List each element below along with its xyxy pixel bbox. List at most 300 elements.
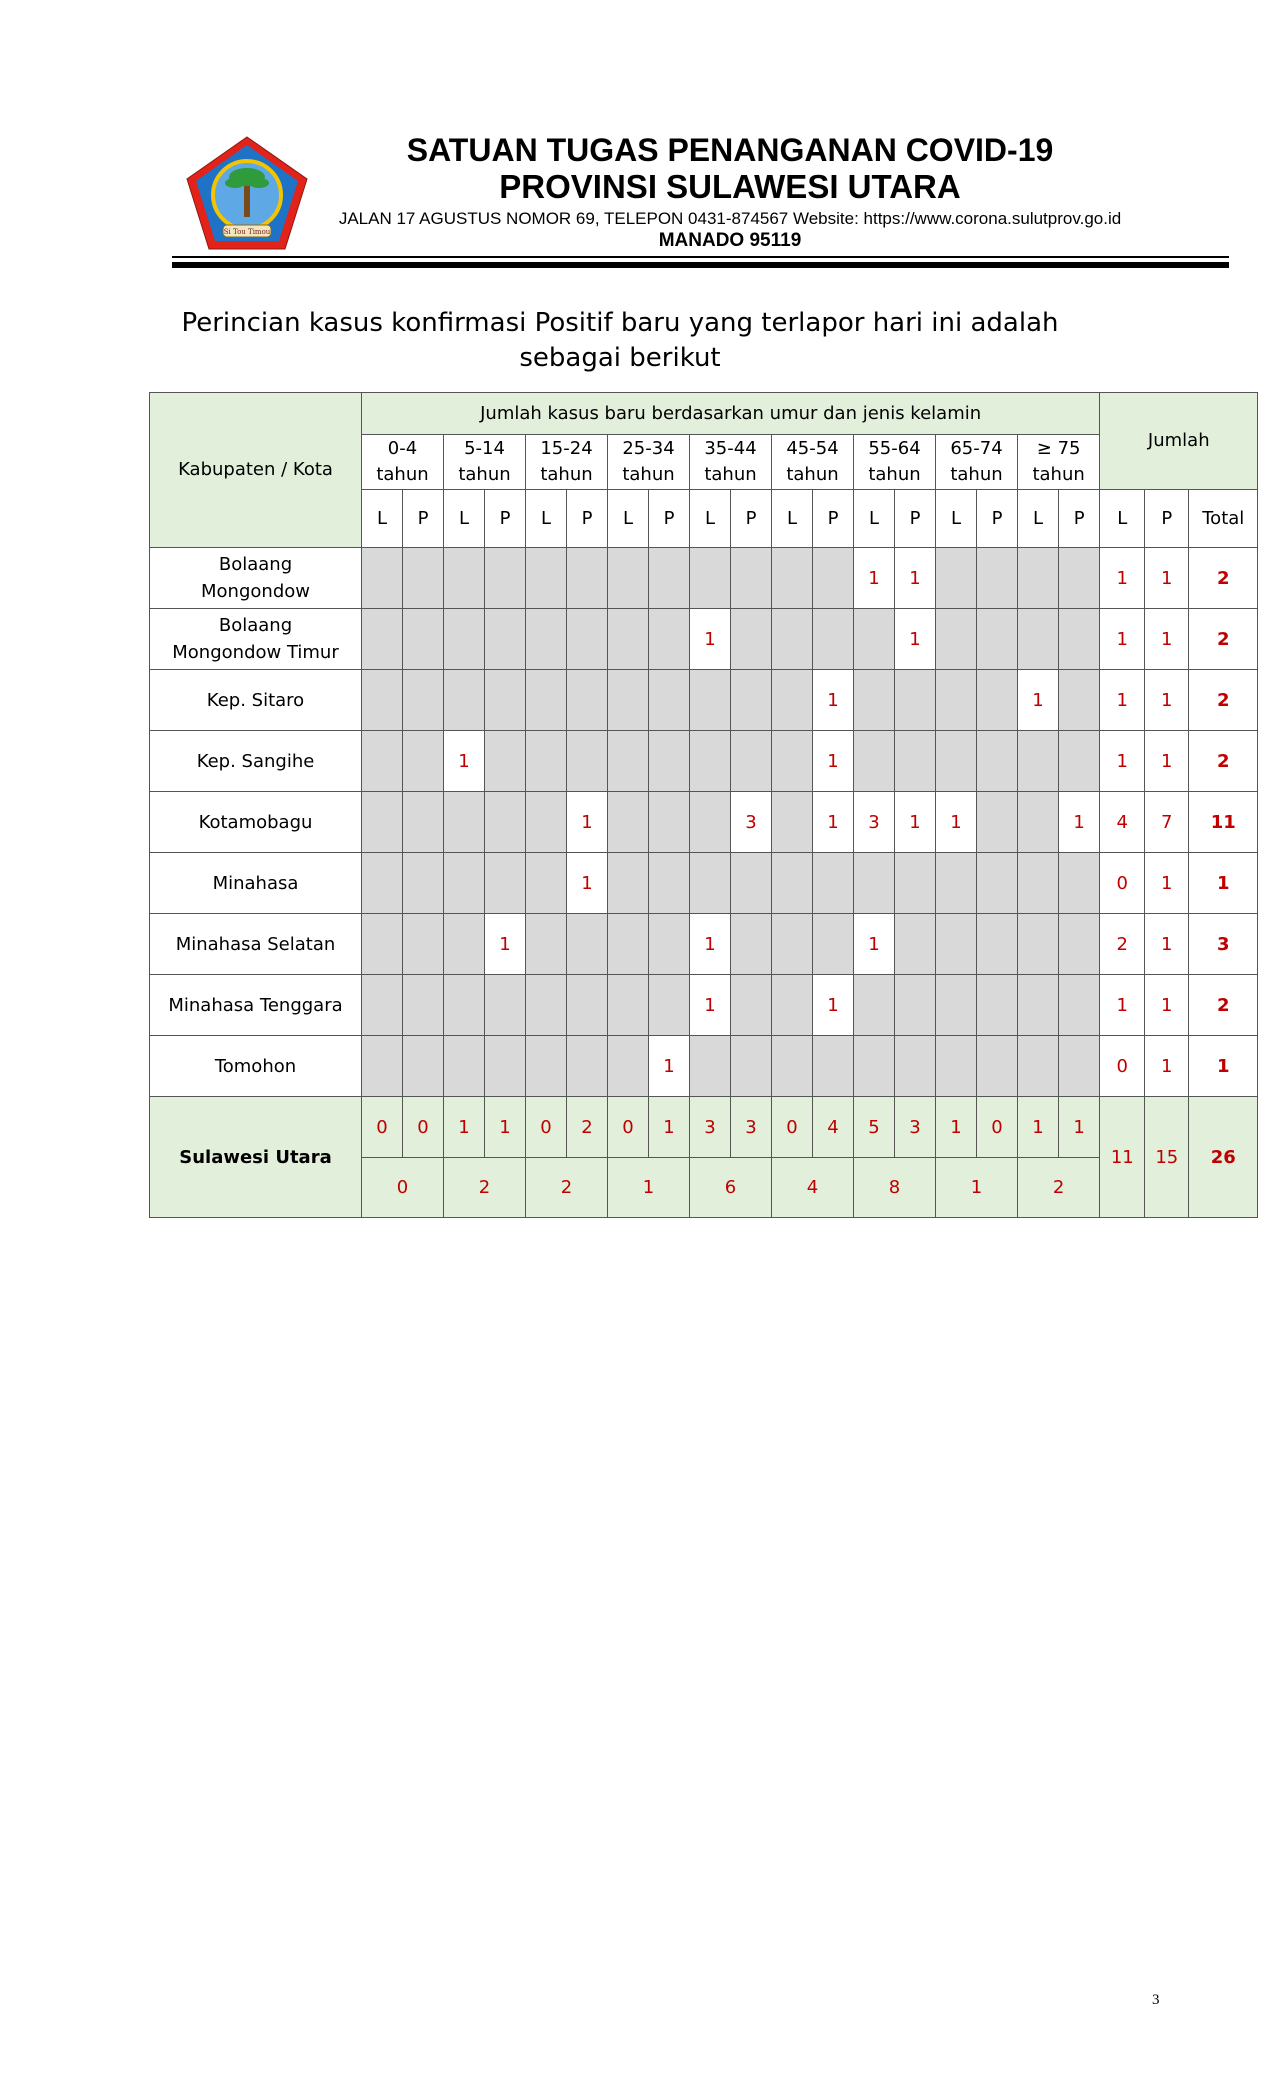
case-count-cell [731,609,772,670]
case-count-cell [1018,1036,1059,1097]
summary-sex-count: 0 [608,1097,649,1158]
agency-title: SATUAN TUGAS PENANGANAN COVID-19 [406,132,1054,168]
region-name-line: Minahasa [212,872,299,894]
case-count-cell: 1 [485,914,526,975]
case-count-cell [813,914,854,975]
summary-age-count: 1 [936,1158,1018,1218]
region-name-cell [150,975,362,1036]
summary-age-count: 8 [854,1158,936,1218]
case-count-cell [444,548,485,609]
case-count-cell [1059,670,1100,731]
case-count-cell [690,853,731,914]
row-male-total: 1 [1100,670,1145,731]
row-female-total: 7 [1145,792,1189,853]
summary-sex-count: 1 [1059,1097,1100,1158]
sex-male-header: L [690,490,731,548]
age-range-label: 0-4 [387,438,418,459]
summary-age-count: 2 [444,1158,526,1218]
age-range-label: 25-34 [622,438,675,459]
case-count-cell [895,731,936,792]
case-count-cell [854,731,895,792]
case-count-cell [608,548,649,609]
case-count-cell [567,670,608,731]
case-count-cell [772,853,813,914]
row-grand-total: 2 [1189,731,1258,792]
case-count-cell [567,609,608,670]
row-grand-total: 2 [1189,548,1258,609]
total-group-header: Jumlah [1100,393,1258,490]
case-count-cell: 1 [895,548,936,609]
age-group-header [526,435,608,490]
case-count-cell [1018,975,1059,1036]
case-count-cell [362,975,403,1036]
sex-male-header: L [526,490,567,548]
region-name-cell [150,1036,362,1097]
region-name-cell [150,670,362,731]
case-count-cell [403,914,444,975]
row-female-total: 1 [1145,914,1189,975]
case-count-cell: 1 [854,548,895,609]
case-count-cell [731,548,772,609]
row-female-total: 1 [1145,975,1189,1036]
summary-age-count: 2 [526,1158,608,1218]
case-count-cell: 1 [690,914,731,975]
agency-address: JALAN 17 AGUSTUS NOMOR 69, TELEPON 0431-874567 Website: https://www.corona.sulutprov.go.id [338,209,1122,228]
case-count-cell [567,1036,608,1097]
case-count-cell [977,670,1018,731]
case-count-cell [895,914,936,975]
age-group-header [772,435,854,490]
region-name-line: Kep. Sangihe [196,750,315,772]
case-count-cell [977,1036,1018,1097]
summary-sex-count: 0 [362,1097,403,1158]
region-name-line: Bolaang [218,615,293,636]
case-count-cell [936,609,977,670]
case-count-cell [444,853,485,914]
provincial-emblem-logo [183,133,311,253]
case-count-cell: 1 [444,731,485,792]
case-count-cell [485,792,526,853]
case-count-cell [772,548,813,609]
case-count-cell [649,548,690,609]
summary-sex-count: 1 [649,1097,690,1158]
page-number: 3 [1152,1992,1160,2008]
case-count-cell [936,1036,977,1097]
region-name-cell [150,792,362,853]
case-count-cell: 1 [813,670,854,731]
case-count-cell [485,1036,526,1097]
row-grand-total: 2 [1189,975,1258,1036]
case-count-cell: 1 [1059,792,1100,853]
region-name-line: Kotamobagu [198,811,313,833]
case-count-cell [977,792,1018,853]
table-row [150,731,1258,792]
region-name-cell [150,609,362,670]
case-count-cell [854,853,895,914]
case-count-cell [362,670,403,731]
case-count-cell: 1 [567,792,608,853]
table-row [150,548,1258,609]
age-sex-group-header: Jumlah kasus baru berdasarkan umur dan jenis kelamin [362,393,1100,435]
case-count-cell [1059,609,1100,670]
case-count-cell [731,975,772,1036]
case-count-cell [403,731,444,792]
sex-female-header: P [895,490,936,548]
age-group-header [690,435,772,490]
case-count-cell [649,609,690,670]
case-count-cell [1059,853,1100,914]
sex-male-header: L [444,490,485,548]
summary-age-count: 6 [690,1158,772,1218]
summary-sex-count: 1 [485,1097,526,1158]
case-count-cell [485,853,526,914]
age-unit-label: tahun [458,464,511,485]
summary-sex-count: 0 [403,1097,444,1158]
summary-age-count: 2 [1018,1158,1100,1218]
case-count-cell [772,731,813,792]
row-grand-total: 2 [1189,670,1258,731]
case-count-cell [936,731,977,792]
sex-female-header: P [403,490,444,548]
row-female-total: 1 [1145,853,1189,914]
summary-sex-count: 1 [1018,1097,1059,1158]
case-count-cell [977,609,1018,670]
case-count-cell [403,853,444,914]
case-count-cell [608,914,649,975]
region-name-line: Tomohon [214,1055,297,1077]
row-male-total: 1 [1100,609,1145,670]
row-grand-total: 3 [1189,914,1258,975]
summary-male-total: 11 [1100,1097,1145,1218]
case-count-cell: 1 [813,792,854,853]
case-count-cell [403,1036,444,1097]
case-count-cell [1018,609,1059,670]
case-count-cell [854,609,895,670]
table-row [150,792,1258,853]
case-count-cell [936,975,977,1036]
case-count-cell [567,731,608,792]
case-count-cell [895,1036,936,1097]
case-count-cell [608,853,649,914]
age-range-label: 55-64 [868,438,921,459]
case-count-cell [854,670,895,731]
sex-female-header: P [649,490,690,548]
case-count-cell [485,609,526,670]
case-count-cell [608,670,649,731]
case-count-cell [772,1036,813,1097]
case-count-cell: 1 [936,792,977,853]
region-name-cell [150,914,362,975]
age-unit-label: tahun [622,464,675,485]
case-count-cell [1018,731,1059,792]
case-count-cell [444,914,485,975]
row-grand-total: 1 [1189,853,1258,914]
age-unit-label: tahun [950,464,1003,485]
sex-female-header: P [731,490,772,548]
case-count-cell [895,975,936,1036]
case-count-cell [731,1036,772,1097]
case-count-cell [731,914,772,975]
region-name-line: Mongondow [201,581,310,602]
region-name-cell [150,548,362,609]
case-count-cell [1059,731,1100,792]
case-count-cell [977,975,1018,1036]
sex-male-header: L [772,490,813,548]
summary-grand-total: 26 [1189,1097,1258,1218]
case-count-cell: 1 [567,853,608,914]
row-male-total: 2 [1100,914,1145,975]
sex-male-header: L [362,490,403,548]
age-group-header [444,435,526,490]
region-name-line: Kep. Sitaro [206,689,305,711]
agency-city: MANADO 95119 [658,230,802,251]
summary-age-count: 0 [362,1158,444,1218]
case-count-cell [649,792,690,853]
case-count-cell [403,548,444,609]
age-range-label: 5-14 [464,438,505,459]
region-name-line: Mongondow Timur [172,642,339,663]
case-count-cell [772,975,813,1036]
region-name-cell [150,731,362,792]
summary-sex-count: 3 [731,1097,772,1158]
age-range-label: 15-24 [540,438,593,459]
table-row [150,1036,1258,1097]
summary-sex-count: 0 [772,1097,813,1158]
case-count-cell [1018,853,1059,914]
case-count-cell [362,853,403,914]
case-count-cell [1059,1036,1100,1097]
summary-sex-count: 4 [813,1097,854,1158]
case-count-cell [1018,914,1059,975]
case-count-cell: 3 [854,792,895,853]
table-row [150,670,1258,731]
sex-female-header: P [567,490,608,548]
case-count-cell [567,975,608,1036]
case-count-cell [1018,792,1059,853]
case-count-cell [1059,914,1100,975]
age-range-label: 45-54 [786,438,839,459]
case-count-cell [444,975,485,1036]
case-count-cell [690,792,731,853]
age-group-header [362,435,444,490]
row-grand-total: 11 [1189,792,1258,853]
new-cases-table [149,392,1258,1218]
sex-female-header: P [813,490,854,548]
case-count-cell [813,609,854,670]
case-count-cell [444,609,485,670]
case-count-cell [936,914,977,975]
row-male-total: 0 [1100,1036,1145,1097]
case-count-cell [485,975,526,1036]
age-unit-label: tahun [786,464,839,485]
case-count-cell [936,670,977,731]
age-unit-label: tahun [704,464,757,485]
case-count-cell [895,853,936,914]
row-male-total: 0 [1100,853,1145,914]
case-count-cell: 1 [690,609,731,670]
table-row [150,609,1258,670]
row-female-total: 1 [1145,609,1189,670]
case-count-cell [772,792,813,853]
logo-motto: Si Tou Timou [223,228,271,236]
case-count-cell [608,975,649,1036]
case-count-cell [977,914,1018,975]
case-count-cell [362,731,403,792]
case-count-cell: 1 [895,792,936,853]
case-count-cell [567,914,608,975]
case-count-cell [403,670,444,731]
case-count-cell [977,548,1018,609]
case-count-cell [362,1036,403,1097]
row-female-total: 1 [1145,548,1189,609]
summary-sex-count: 0 [977,1097,1018,1158]
case-count-cell [526,731,567,792]
case-count-cell [608,731,649,792]
case-count-cell: 1 [690,975,731,1036]
case-count-cell [690,1036,731,1097]
intro-text [150,306,1090,376]
case-count-cell [485,670,526,731]
summary-female-total: 15 [1145,1097,1189,1218]
case-count-cell [403,609,444,670]
table-row [150,975,1258,1036]
case-count-cell [608,792,649,853]
case-count-cell [403,792,444,853]
summary-row [150,1097,1258,1158]
case-count-cell [772,914,813,975]
region-column-header: Kabupaten / Kota [150,393,362,548]
case-count-cell: 1 [854,914,895,975]
case-count-cell [526,853,567,914]
row-female-total: 1 [1145,1036,1189,1097]
case-count-cell [526,914,567,975]
case-count-cell [1059,975,1100,1036]
age-range-label: 65-74 [950,438,1003,459]
case-count-cell [649,670,690,731]
row-female-total: 1 [1145,670,1189,731]
case-count-cell: 3 [731,792,772,853]
age-group-header [854,435,936,490]
case-count-cell: 1 [813,975,854,1036]
case-count-cell [649,975,690,1036]
case-count-cell [977,731,1018,792]
age-group-header [608,435,690,490]
sex-male-header: L [854,490,895,548]
case-count-cell [526,792,567,853]
case-count-cell [485,731,526,792]
case-count-cell [936,853,977,914]
case-count-cell [608,609,649,670]
case-count-cell [567,548,608,609]
case-count-cell [362,609,403,670]
summary-sex-count: 3 [690,1097,731,1158]
sex-female-header: P [977,490,1018,548]
sex-male-header: L [936,490,977,548]
case-count-cell [444,792,485,853]
case-count-cell [690,670,731,731]
case-count-cell [526,1036,567,1097]
row-grand-total: 2 [1189,609,1258,670]
case-count-cell [526,975,567,1036]
summary-region-name: Sulawesi Utara [150,1097,362,1218]
age-unit-label: tahun [1032,464,1085,485]
sex-female-header: P [485,490,526,548]
row-grand-total: 1 [1189,1036,1258,1097]
sex-male-header: L [1018,490,1059,548]
row-male-total: 1 [1100,731,1145,792]
region-name-line: Minahasa Tenggara [168,994,343,1016]
sex-female-header: P [1059,490,1100,548]
case-count-cell [444,670,485,731]
case-count-cell [813,548,854,609]
case-count-cell: 1 [649,1036,690,1097]
case-count-cell: 1 [1018,670,1059,731]
case-count-cell [526,548,567,609]
summary-sex-count: 1 [936,1097,977,1158]
age-group-header [936,435,1018,490]
summary-sex-count: 3 [895,1097,936,1158]
summary-sex-count: 1 [444,1097,485,1158]
intro-line-1: Perincian kasus konfirmasi Positif baru yang terlapor hari ini adalah [181,308,1059,338]
letterhead-rule-thin [172,256,1229,258]
summary-age-count: 4 [772,1158,854,1218]
case-count-cell [731,670,772,731]
case-count-cell [813,853,854,914]
province-title: PROVINSI SULAWESI UTARA [499,168,961,205]
age-range-label: ≥ 75 [1036,438,1081,459]
case-count-cell [813,1036,854,1097]
region-name-line: Minahasa Selatan [175,933,336,955]
case-count-cell [690,548,731,609]
case-count-cell [526,609,567,670]
case-count-cell [854,1036,895,1097]
case-count-cell [362,792,403,853]
case-count-cell [731,731,772,792]
case-count-cell [772,670,813,731]
row-male-total: 4 [1100,792,1145,853]
summary-age-count: 1 [608,1158,690,1218]
age-group-header [1018,435,1100,490]
case-count-cell [1018,548,1059,609]
row-male-total: 1 [1100,548,1145,609]
total-male-header: L [1100,490,1145,548]
case-count-cell [649,914,690,975]
case-count-cell [936,548,977,609]
age-unit-label: tahun [376,464,429,485]
region-name-line: Bolaang [218,554,293,575]
case-count-cell: 1 [895,609,936,670]
case-count-cell [649,853,690,914]
age-unit-label: tahun [868,464,921,485]
total-female-header: P [1145,490,1189,548]
case-count-cell [649,731,690,792]
case-count-cell [977,853,1018,914]
case-count-cell [526,670,567,731]
case-count-cell [444,1036,485,1097]
case-count-cell [1059,548,1100,609]
summary-sex-count: 2 [567,1097,608,1158]
case-count-cell [895,670,936,731]
case-count-cell: 1 [813,731,854,792]
case-count-cell [485,548,526,609]
case-count-cell [731,853,772,914]
row-female-total: 1 [1145,731,1189,792]
age-unit-label: tahun [540,464,593,485]
case-count-cell [362,548,403,609]
case-count-cell [690,731,731,792]
age-range-label: 35-44 [704,438,757,459]
case-count-cell [608,1036,649,1097]
